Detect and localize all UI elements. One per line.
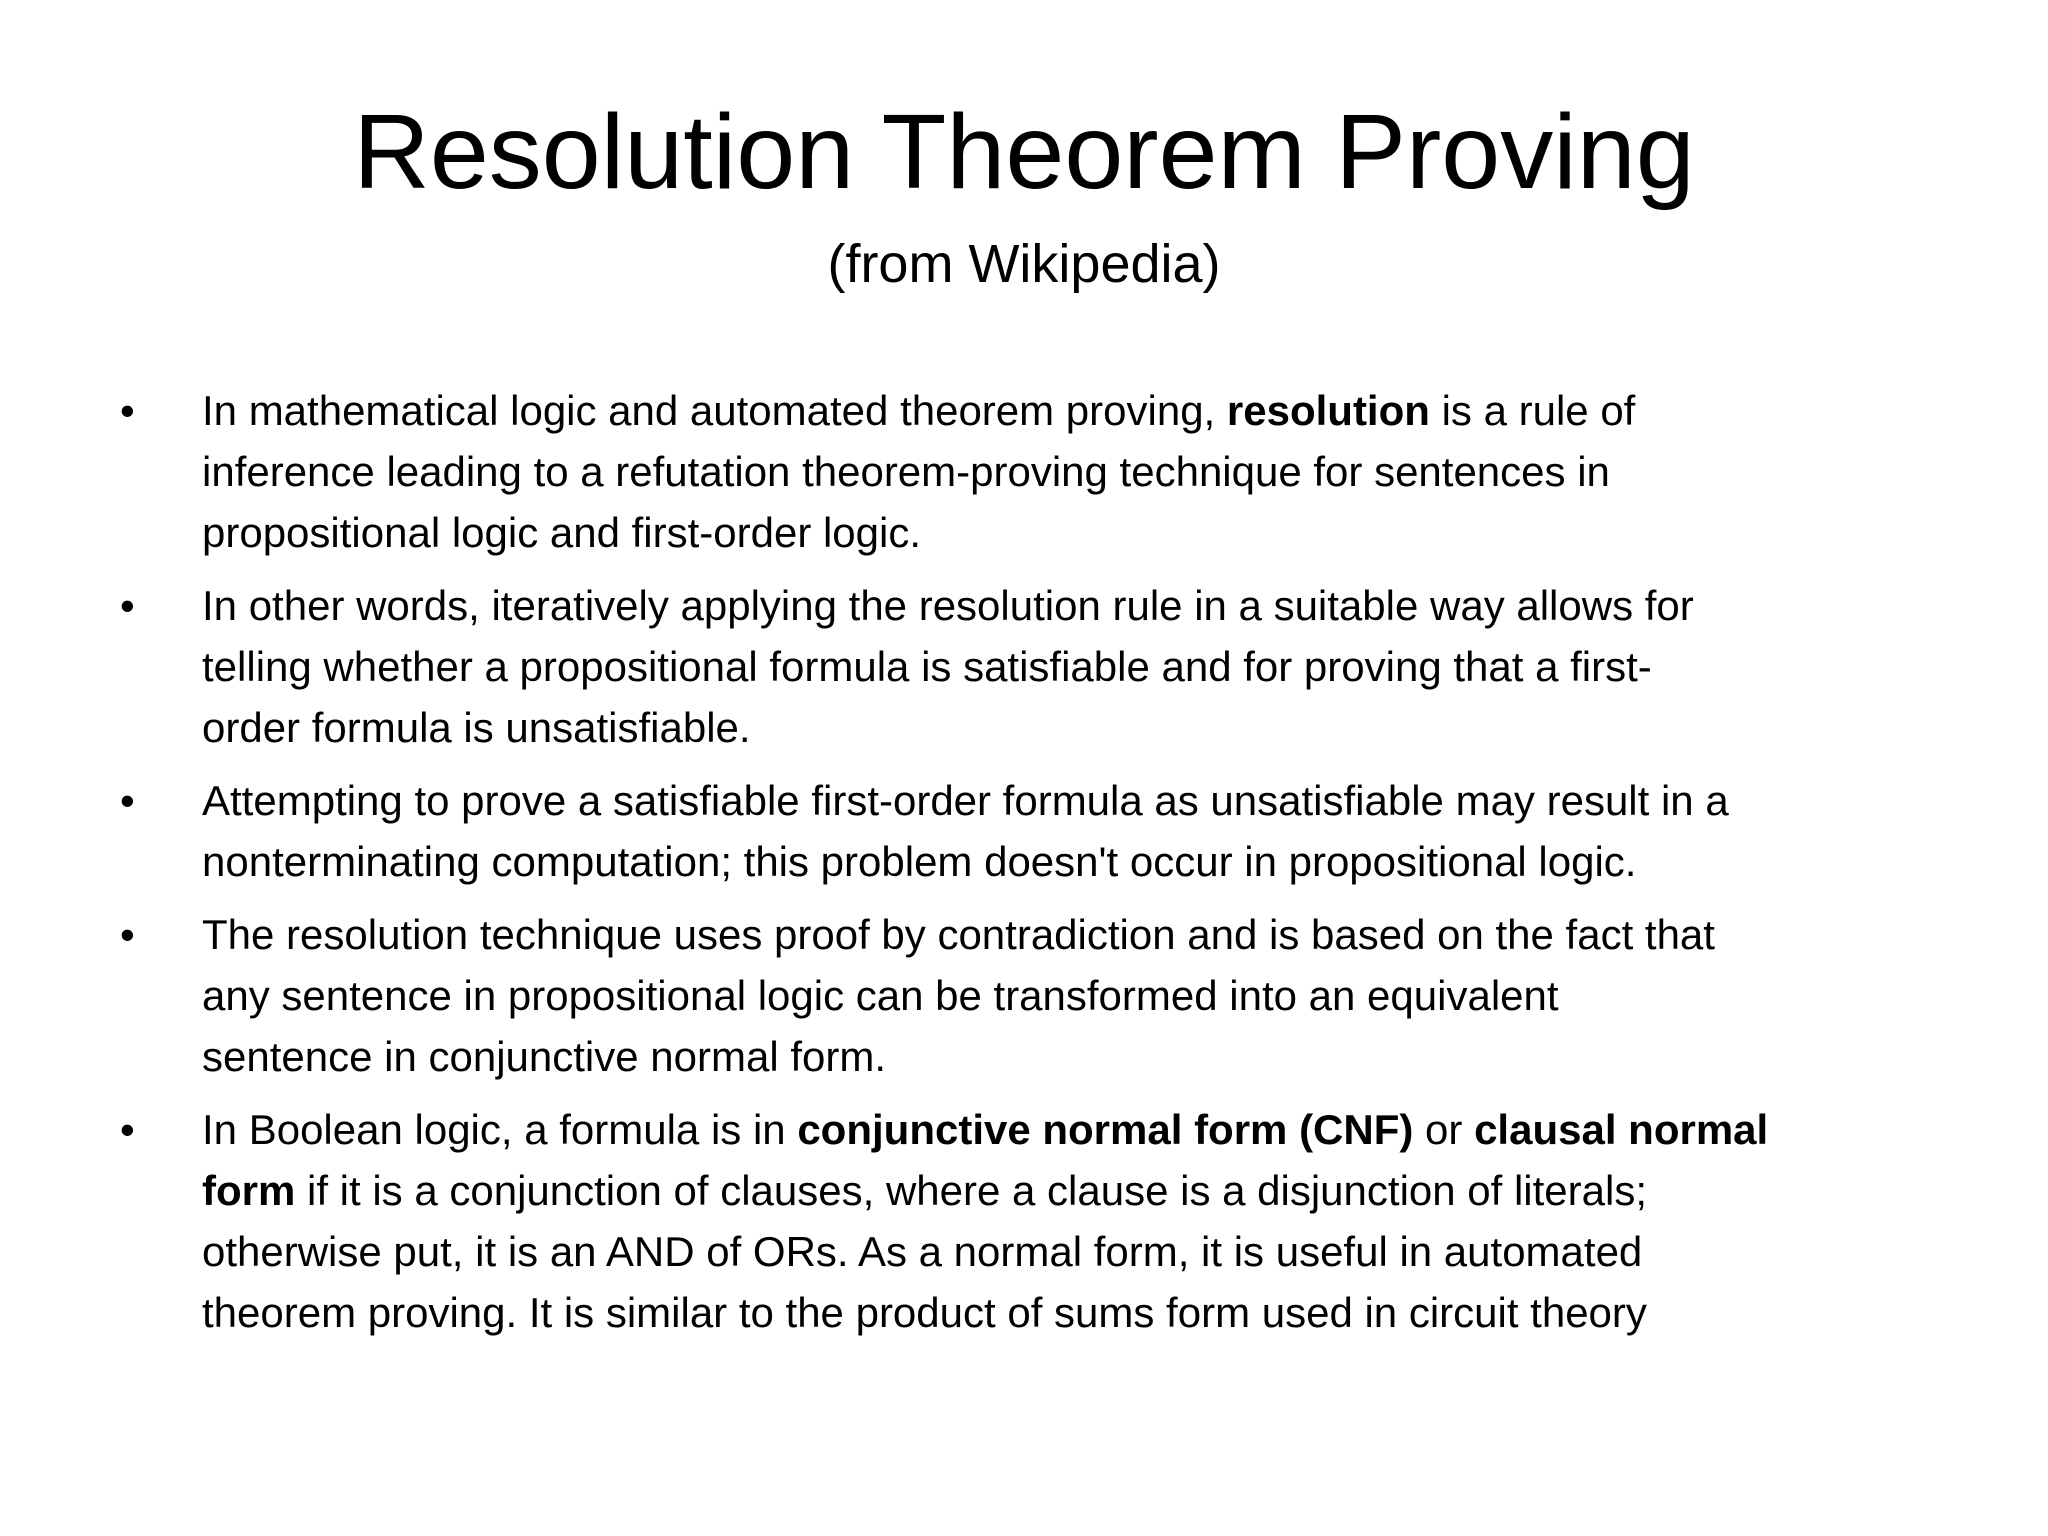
bullet-line [202, 380, 1980, 441]
bullet-dot: • [120, 777, 135, 824]
bullet-line [202, 636, 1980, 697]
bullet-item [120, 904, 1980, 1087]
bullet-line [202, 1160, 1980, 1221]
slide-title: Resolution Theorem Proving [353, 93, 1695, 211]
bold-term: conjunctive normal form (CNF) [797, 1106, 1414, 1153]
text-segment: or [1413, 1106, 1475, 1153]
bullet-dot: • [120, 387, 135, 434]
bold-term: form [202, 1167, 296, 1214]
bullet-line [202, 904, 1980, 965]
bold-term: resolution [1226, 387, 1430, 434]
bullet-line [202, 1099, 1980, 1160]
bullet-dot: • [120, 582, 135, 629]
slide-subtitle: (from Wikipedia) [827, 234, 1221, 294]
bullet-item [120, 380, 1980, 563]
bullet-item [120, 770, 1980, 892]
bullet-line [202, 575, 1980, 636]
bullet-item [120, 1099, 1980, 1343]
text-segment: Attempting to prove a satisfiable first-order formula as unsatisfiable may result in a [202, 777, 1729, 824]
text-segment: inference leading to a refutation theorem-proving technique for sentences in [202, 448, 1610, 495]
bullet-line [202, 770, 1980, 831]
text-segment: is a rule of [1429, 387, 1636, 434]
text-segment: theorem proving. It is similar to the product of sums form used in circuit theory [202, 1289, 1647, 1336]
text-segment: nonterminating computation; this problem doesn't occur in propositional logic. [202, 838, 1637, 885]
bullet-dot: • [120, 1106, 135, 1153]
text-segment: In mathematical logic and automated theorem proving, [202, 387, 1227, 434]
text-segment: any sentence in propositional logic can be transformed into an equivalent [202, 972, 1559, 1019]
bullet-list [120, 380, 1980, 1355]
bullet-dot: • [120, 911, 135, 958]
text-segment: order formula is unsatisfiable. [202, 704, 751, 751]
bold-term: clausal normal [1474, 1106, 1769, 1153]
bullet-line [202, 1221, 1980, 1282]
text-segment: otherwise put, it is an AND of ORs. As a normal form, it is useful in automated [202, 1228, 1643, 1275]
bullet-line [202, 965, 1980, 1026]
bullet-line [202, 502, 1980, 563]
text-segment: In Boolean logic, a formula is in [202, 1106, 798, 1153]
text-segment: propositional logic and first-order logic. [202, 509, 922, 556]
bullet-line [202, 1282, 1980, 1343]
bullet-line [202, 1026, 1980, 1087]
text-segment: sentence in conjunctive normal form. [202, 1033, 886, 1080]
text-segment: if it is a conjunction of clauses, where a clause is a disjunction of literals; [295, 1167, 1648, 1214]
text-segment: The resolution technique uses proof by contradiction and is based on the fact that [202, 911, 1715, 958]
text-segment: telling whether a propositional formula is satisfiable and for proving that a first- [202, 643, 1652, 690]
text-segment: In other words, iteratively applying the resolution rule in a suitable way allows for [202, 582, 1694, 629]
bullet-line [202, 697, 1980, 758]
bullet-item [120, 575, 1980, 758]
bullet-line [202, 441, 1980, 502]
bullet-line [202, 831, 1980, 892]
